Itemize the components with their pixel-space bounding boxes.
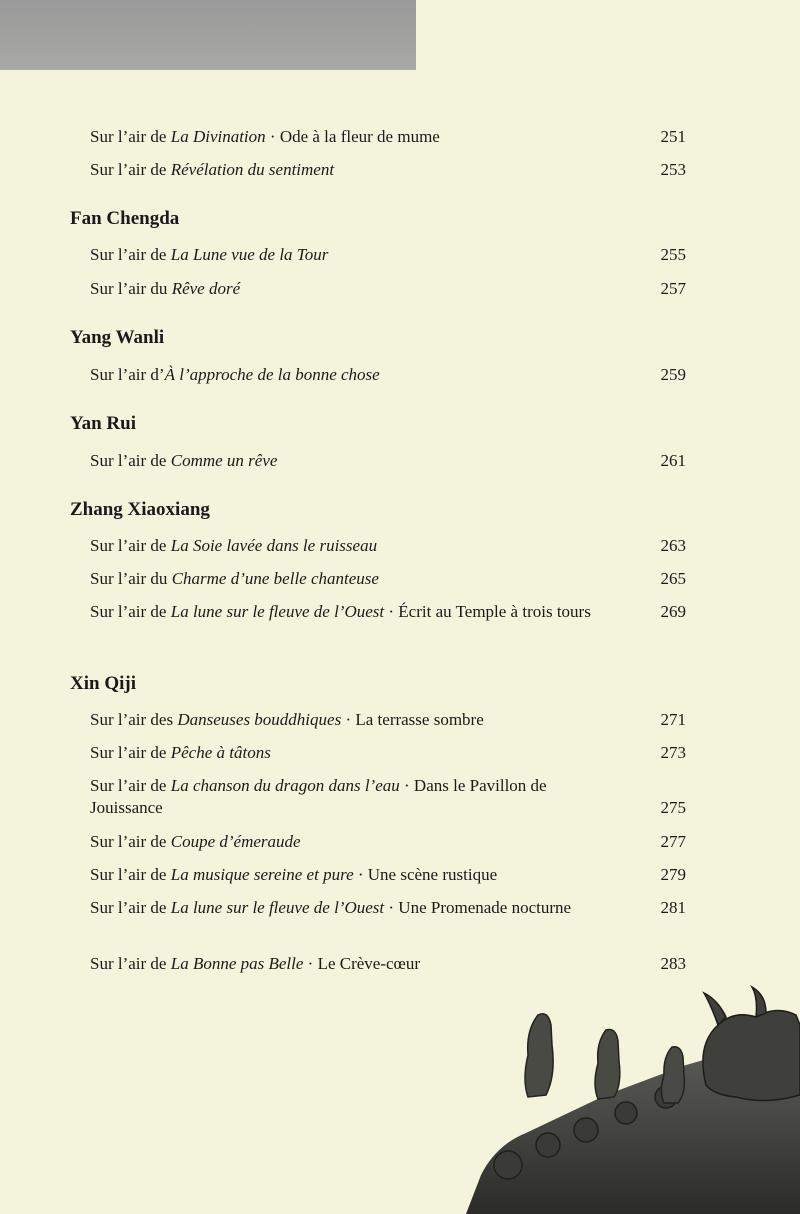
entry-title: Sur l’air de Comme un rêve [90, 451, 278, 470]
entry-title: Sur l’air de Révélation du sentiment [90, 160, 335, 179]
poet-heading: Xin Qiji [70, 673, 136, 694]
page-number: 265 [660, 569, 686, 588]
page-number: 261 [660, 451, 686, 470]
page-number: 273 [660, 743, 686, 762]
page-number: 263 [660, 536, 686, 555]
page-number: 255 [660, 245, 686, 264]
entry-title: Sur l’air du Charme d’une belle chanteuse [90, 569, 379, 588]
toc-entry[interactable] [90, 159, 686, 181]
entry-title: Sur l’air de La musique sereine et pure · Une scène rustique [90, 865, 498, 884]
page-number: 269 [660, 602, 686, 621]
entry-title: Sur l’air de La Bonne pas Belle · Le Crève-cœur [90, 954, 420, 973]
toc-entry[interactable] [90, 535, 686, 557]
page-number: 279 [660, 865, 686, 884]
page-number: 275 [660, 798, 686, 817]
page-number: 257 [660, 279, 686, 298]
toc-entry[interactable] [90, 126, 686, 148]
gray-corner-band [0, 0, 416, 70]
page-number: 277 [660, 832, 686, 851]
page-number: 271 [660, 710, 686, 729]
toc-entry[interactable] [90, 278, 686, 300]
page-number: 251 [660, 127, 686, 146]
poet-heading: Zhang Xiaoxiang [70, 499, 210, 520]
entry-title: Sur l’air de Coupe d’émeraude [90, 832, 301, 851]
toc-entry[interactable] [90, 450, 686, 472]
toc-entry[interactable] [90, 864, 686, 886]
toc-entry[interactable] [90, 742, 686, 764]
toc-entry[interactable] [90, 831, 686, 853]
entry-title: Sur l’air de La Divination · Ode à la fleur de mume [90, 127, 440, 146]
toc-entry[interactable] [90, 568, 686, 590]
poet-heading: Fan Chengda [70, 208, 180, 229]
toc-entry[interactable] [90, 244, 686, 266]
page-number: 259 [660, 365, 686, 384]
page-number: 281 [660, 898, 686, 917]
toc-entry[interactable] [90, 897, 686, 919]
page-number: 253 [660, 160, 686, 179]
poet-heading: Yang Wanli [70, 327, 165, 348]
entry-title: Sur l’air de La chanson du dragon dans l’eau · Dans le Pavillon de Jouissance [90, 776, 547, 817]
poet-heading: Yan Rui [70, 413, 136, 434]
entry-title: Sur l’air de La Soie lavée dans le ruisseau [90, 536, 378, 555]
entry-title: Sur l’air du Rêve doré [90, 279, 241, 298]
page-number: 283 [660, 954, 686, 973]
toc-entry[interactable] [90, 709, 686, 731]
entry-title: Sur l’air de Pêche à tâtons [90, 743, 271, 762]
entry-title: Sur l’air de La lune sur le fleuve de l’Ouest · Une Promenade nocturne [90, 898, 572, 917]
dragon-head [703, 987, 800, 1101]
toc-entry[interactable] [90, 364, 686, 386]
entry-title: Sur l’air de La lune sur le fleuve de l’Ouest · Écrit au Temple à trois tours [90, 602, 591, 621]
toc-entry[interactable] [90, 775, 686, 819]
toc-entry[interactable] [90, 953, 686, 975]
roof-ornament-image [456, 985, 800, 1214]
entry-title: Sur l’air de La Lune vue de la Tour [90, 245, 329, 264]
entry-title: Sur l’air d’À l’approche de la bonne chose [90, 365, 380, 384]
toc-entry[interactable] [90, 601, 686, 623]
entry-title: Sur l’air des Danseuses bouddhiques · La terrasse sombre [90, 710, 484, 729]
